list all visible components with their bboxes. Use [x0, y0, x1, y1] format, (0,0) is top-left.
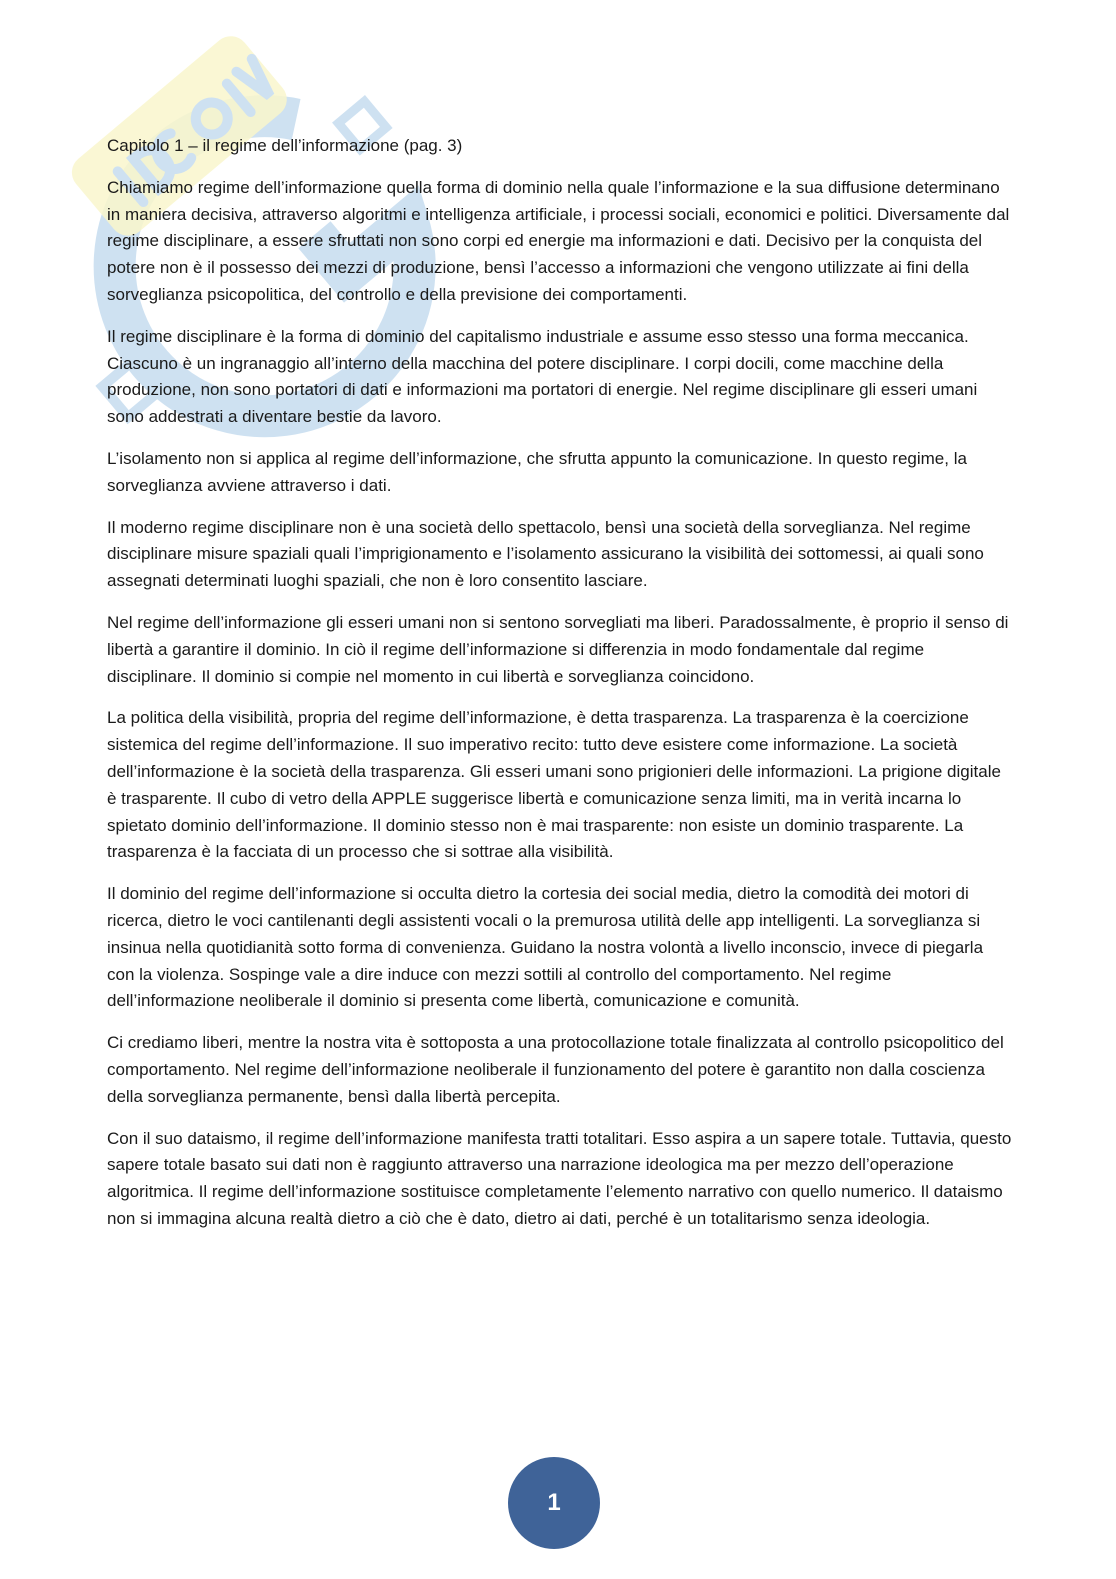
- paragraph: Con il suo dataismo, il regime dell’informazione manifesta tratti totalitari. Esso aspira a un sapere totale. Tuttavia, questo sapere totale basato sui dati non è raggiunto attraverso una narrazione ideologica ma per mezzo dell’operazione algoritmica. Il regime dell’informazione sostituisce completamente l’elemento narrativo con quello numerico. Il dataismo non si immagina alcuna realtà dietro a ciò che è dato, dietro ai dati, perché è un totalitarismo senza ideologia.: [107, 1128, 1012, 1228]
- paragraph: Chiamiamo regime dell’informazione quella forma di dominio nella quale l’informazione e la sua diffusione determinano in maniera decisiva, attraverso algoritmi e intelligenza artificiale, i processi sociali, economici e politici. Diversamente dal regime disciplinare, a essere sfruttati non sono corpi ed energie ma informazioni e dati. Decisivo per la conquista del potere non è il possesso dei mezzi di produzione, bensì l’accesso a informazioni che vengono utilizzate ai fini della sorveglianza psicopolitica, del controllo e della previsione dei comportamenti.: [107, 177, 1010, 304]
- chapter-heading: Capitolo 1 – il regime dell’informazione (pag. 3): [107, 136, 463, 155]
- paragraph: Ci crediamo liberi, mentre la nostra vita è sottoposta a una protocollazione totale finalizzata al controllo psicopolitico del comportamento. Nel regime dell’informazione neoliberale il funzionamento del potere è garantito non dalla coscienza della sorveglianza permanente, bensì dalla libertà percepita.: [107, 1033, 1004, 1106]
- paragraph: Nel regime dell’informazione gli esseri umani non si sentono sorvegliati ma liberi. Paradossalmente, è proprio il senso di libertà a garantire il dominio. In ciò il regime dell’informazione si differenzia in modo fondamentale dal regime disciplinare. Il dominio si compie nel momento in cui libertà e sorveglianza coincidono.: [107, 612, 1009, 686]
- document-body: [107, 133, 1012, 1248]
- paragraph: Il moderno regime disciplinare non è una società dello spettacolo, bensì una società della sorveglianza. Nel regime disciplinare misure spaziali quali l’imprigionamento e l’isolamento assicurano la visibilità dei sottomessi, ai quali sono assegnati determinati luoghi spaziali, che non è loro consentito lasciare.: [107, 517, 984, 591]
- paragraph: Il regime disciplinare è la forma di dominio del capitalismo industriale e assume esso stesso una forma meccanica. Ciascuno è un ingranaggio all’interno della macchina del potere disciplinare. I corpi docili, come macchine della produzione, non sono portatori di dati e informazioni ma portatori di energie. Nel regime disciplinare gli esseri umani sono addestrati a diventare bestie da lavoro.: [107, 326, 978, 427]
- page-number: 1: [547, 1489, 561, 1516]
- paragraph: Il dominio del regime dell’informazione si occulta dietro la cortesia dei social media, dietro la comodità dei motori di ricerca, dietro le voci cantilenanti degli assistenti vocali o la premurosa utilità delle app intelligenti. La sorveglianza si insinua nella quotidianità sotto forma di convenienza. Guidano la nostra volontà a livello inconscio, invece di piegarla con la violenza. Sospinge vale a dire induce con mezzi sottili al controllo del comportamento. Nel regime dell’informazione neoliberale il dominio si presenta come libertà, comunicazione e comunità.: [107, 884, 984, 1011]
- page-number-badge: [508, 1457, 600, 1549]
- paragraph: L’isolamento non si applica al regime dell’informazione, che sfrutta appunto la comunicazione. In questo regime, la sorveglianza avviene attraverso i dati.: [107, 448, 967, 495]
- paragraph: La politica della visibilità, propria del regime dell’informazione, è detta trasparenza. La trasparenza è la coercizione sistemica del regime dell’informazione. Il suo imperativo recito: tutto deve esistere come informazione. La società dell’informazione è la società della trasparenza. Gli esseri umani sono prigionieri delle informazioni. La prigione digitale è trasparente. Il cubo di vetro della APPLE suggerisce libertà e comunicazione senza limiti, ma in verità incarna lo spietato dominio dell’informazione. Il dominio stesso non è mai trasparente: non esiste un dominio trasparente. La trasparenza è la facciata di un processo che si sottrae alla visibilità.: [107, 708, 1001, 862]
